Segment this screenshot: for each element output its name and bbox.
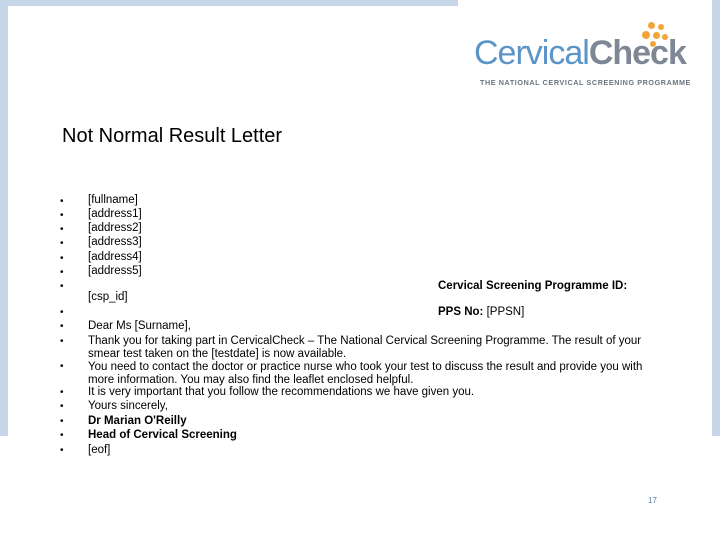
bullet-icon: •: [60, 361, 64, 372]
logo-wordmark: [474, 36, 686, 70]
bullet-icon: •: [60, 224, 64, 235]
paragraph-2: You need to contact the doctor or practice nurse who took your test to discuss the result and provide you with more information. You may also find the leaflet enclosed helpful.: [88, 361, 643, 386]
bullet-icon: •: [60, 321, 64, 332]
signatory-name: Dr Marian O'Reilly: [88, 415, 187, 427]
address-line: [address1]: [88, 208, 142, 220]
bullet-icon: •: [60, 210, 64, 221]
address-line: [address4]: [88, 251, 142, 263]
frame-top-bar: [0, 0, 458, 6]
bullet-column: [60, 0, 68, 540]
signatory-title: Head of Cervical Screening: [88, 429, 237, 441]
bullet-icon: •: [60, 307, 64, 318]
address-line: [address3]: [88, 236, 142, 248]
logo-word-part1: Cervical: [474, 34, 589, 72]
page-number: 17: [648, 496, 657, 505]
logo-word-part2: Check: [588, 34, 686, 72]
programme-id-label: Cervical Screening Programme ID:: [438, 280, 628, 292]
pps-value: [PPSN]: [486, 306, 525, 318]
bullet-icon: •: [60, 445, 64, 456]
pps-label: PPS No:: [438, 306, 484, 318]
bullet-icon: •: [60, 196, 64, 207]
closing: Yours sincerely,: [88, 400, 168, 412]
bullet-icon: •: [60, 253, 64, 264]
address-line: [address5]: [88, 265, 142, 277]
bullet-icon: •: [60, 387, 64, 398]
eof-marker: [eof]: [88, 444, 111, 456]
cervicalcheck-logo: [474, 22, 694, 90]
pps-row: [438, 306, 524, 318]
frame-right-bar: [712, 0, 720, 436]
bullet-icon: •: [60, 416, 64, 427]
bullet-icon: •: [60, 430, 64, 441]
address-line: [fullname]: [88, 194, 138, 206]
paragraph-1: Thank you for taking part in CervicalCheck – The National Cervical Screening Programme. The result of your smear test taken on the [testdate] is now available.: [88, 335, 642, 360]
page-title: Not Normal Result Letter: [62, 125, 283, 147]
bullet-icon: •: [60, 336, 64, 347]
bullet-icon: •: [60, 238, 64, 249]
bullet-icon: •: [60, 267, 64, 278]
frame-left-bar: [0, 6, 8, 436]
csp-id: [csp_id]: [88, 291, 128, 303]
bullet-icon: •: [60, 401, 64, 412]
bullet-icon: •: [60, 281, 64, 292]
logo-tagline: THE NATIONAL CERVICAL SCREENING PROGRAMME: [480, 78, 691, 87]
address-line: [address2]: [88, 222, 142, 234]
paragraph-3: It is very important that you follow the recommendations we have given you.: [88, 386, 475, 398]
greeting: Dear Ms [Surname],: [88, 320, 191, 332]
